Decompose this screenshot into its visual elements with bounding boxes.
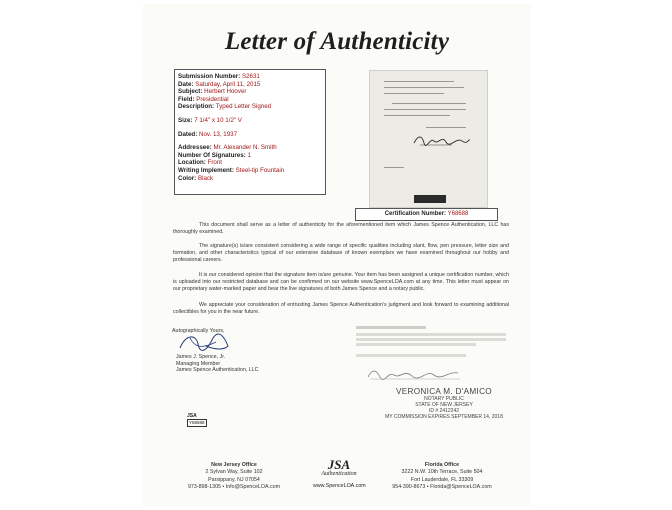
hoover-signature-icon [412,131,472,149]
certificate-page [143,4,531,506]
certification-number-box: Certification Number: Y68688 [355,208,498,221]
signer-title: Managing Member [176,360,221,367]
page-title: Letter of Authenticity [224,28,450,55]
spence-signature-icon [176,332,236,354]
detail-color: Color: Black [178,174,214,182]
signoff-closing: Autographically Yours, [172,328,225,334]
detail-size: Size: 7 1/4" x 10 1/2" V [178,116,242,124]
notary-name: VERONICA M. D'AMICO [396,387,492,396]
footer-fl-office: Florida Office 3222 N.W. 10th Terrace, Suite 504 Fort Lauderdale, FL 33309 954-390-8673 • Florida@SpenceLOA.com [392,462,492,491]
item-details-box [174,69,326,195]
paragraph-intro: This document shall serve as a letter of authenticity for the aforementioned item which James Spence Authentication, LLC has thoroughly examined. [173,222,509,235]
detail-subject: Subject: Herbert Hoover [178,88,247,96]
signoff-block [172,328,258,374]
detail-submission: Submission Number: S2631 [178,73,260,80]
footer-nj-office: New Jersey Office 2 Sylvan Way, Suite 102 Parsippany, NJ 07054 973-898-1305 • Info@SpenceLOA.com [187,462,281,491]
detail-addressee: Addressee: Mr. Alexander N. Smith [178,144,277,152]
detail-writing-implement: Writing Implement: Steel-tip Fountain [178,166,285,174]
detail-signature-count: Number Of Signatures: 1 [178,151,251,159]
sticker-number: Y68688 [189,420,205,425]
signer-name: James J. Spence, Jr. [176,354,226,361]
notary-stamp: VERONICA M. D'AMICO NOTARY PUBLIC STATE OF NEW JERSEY ID # 2412242 MY COMMISSION EXPIRES SEPTEMBER 14, 2018 [379,387,509,420]
notary-fine-print [356,326,506,381]
detail-dated: Dated: Nov. 13, 1937 [178,130,238,138]
paragraph-opinion: It is our considered opinion that the signature item is/are genuine. Your item has been assigned a unique certification number, which is uploaded into our restricted database and can be confirmed on our website www.SpenceLOA.com at any time. This letter must appear on our proprietary water-marked paper and bear the live signatures of both James Spence and a notary public. [173,272,509,292]
signed-letter-photo [369,70,488,208]
website-link: www.SpenceLOA.com [313,483,366,489]
certification-number: Y68688 [447,211,469,217]
jsa-sticker: JSA Y68688 [187,413,205,425]
paragraph-analysis: The signature(s) is/are consistent considering a wide range of specific qualities including slant, flow, pen pressure, letter size and formation, and other characteristics typical of our extensive database of known exemplars we have examined throughout our hobby and professional careers. [173,243,509,263]
hologram-tag-icon [414,195,446,203]
detail-field: Field: Presidential [178,95,229,103]
signer-company: James Spence Authentication, LLC [176,367,259,374]
notary-signature-icon [364,365,464,381]
detail-date: Date: Saturday, April 11, 2015 [178,80,261,88]
detail-location: Location: Front [178,159,223,167]
detail-description: Description: Typed Letter Signed [178,103,272,111]
paragraph-appreciation: We appreciate your consideration of entrusting James Spence Authentication's judgment and look forward to examining additional collectibles for you in the near future. [173,302,509,315]
jsa-logo: JSA Authentication www.SpenceLOA.com [313,457,366,489]
